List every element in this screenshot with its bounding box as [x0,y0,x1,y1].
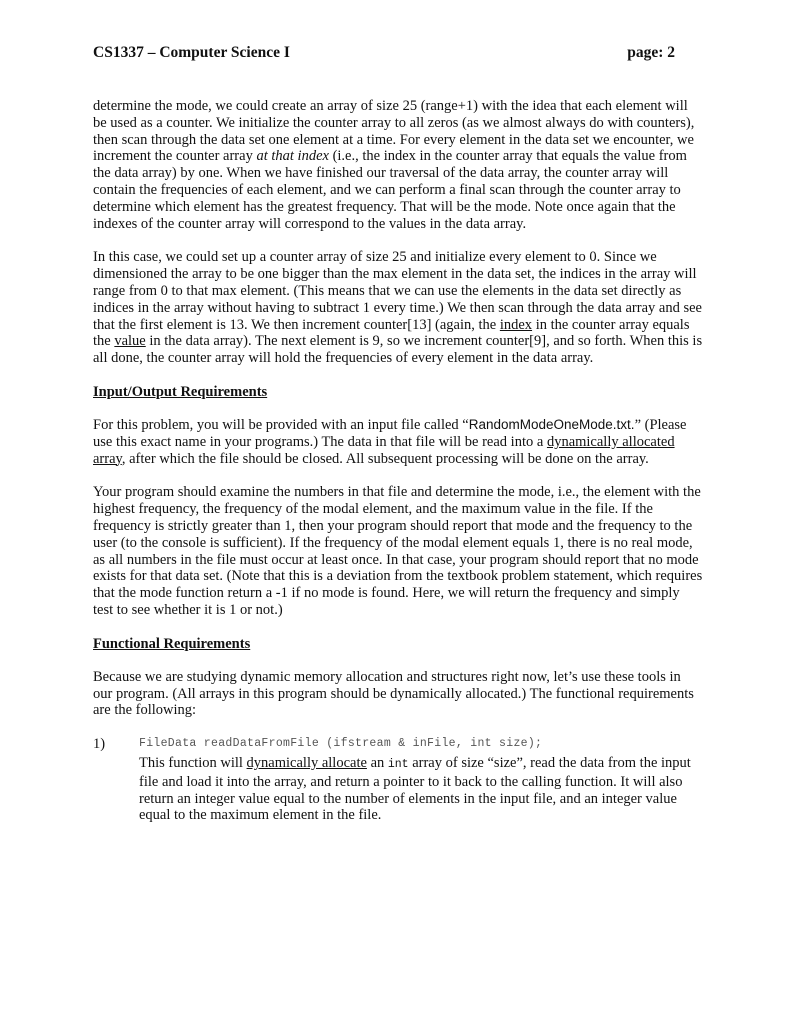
document-page [93,44,703,824]
underlined-text: index [499,316,533,333]
input-filename: RandomModeOneMode.txt. [468,416,635,432]
paragraph-functional-intro: Because we are studying dynamic memory allocation and structures right now, let’s use these tools in our program. (All arrays in this program should be dynamically allocated.) The functional requirements are the following: [93,668,694,719]
page-header [93,44,703,62]
document-body [93,98,703,824]
paragraph-mode-counter: determine the mode, we could create an array of size 25 (range+1) with the idea that each element will be used as a counter. We initialize the counter array to all zeros (as we almost always do with counters), then scan through the data set one element at a time. For every element in the data set we encounter, we increment the counter array at that index (i.e., the index in the counter array that equals the value from the data array) by one. When we have finished our traversal of the data array, the counter array will contain the frequencies of each element, and we can perform a final scan through the counter array to determine which element has the greatest frequency. That will be the mode. Note once again that the indexes of the counter array will correspond to the values in the data array. [93,98,695,232]
course-title: CS1337 – Computer Science I [93,44,290,61]
section-heading-functional: Functional Requirements [93,635,251,652]
paragraph-program-output: Your program should examine the numbers in that file and determine the mode, i.e., the element with the highest frequency, the frequency of the modal element, and the maximum value in the file. If the frequency is strictly greater than 1, then your program should report that mode and the frequency to the user (to the console is sufficient). If the frequency of the modal element equals 1, there is no real mode, as all numbers in the file must occur at least once. In that case, your program should report that no mode exists for that data set. (Note that this is a deviation from the textbook problem statement, which requires that the mode function return a -1 if no mode is found. Here, we will return the frequency and simply test to see whether it is 1 or not.) [93,484,703,618]
underlined-text: value [114,333,146,350]
function-signature: FileData readDataFromFile (ifstream & inFile, int size); [139,737,543,751]
emphasis-text: at that index [256,148,329,165]
function-description: This function will dynamically allocate an int array of size “size”, read the data from the input file and load it into the array, and return a pointer to it back to the calling function. It will also return an integer value equal to the number of elements in the input file, and an integer value equal to the maximum element in the file. [139,754,691,824]
inline-code: int [387,757,409,771]
list-item [93,736,703,824]
functional-requirements-list [93,736,703,824]
paragraph-counter-example: In this case, we could set up a counter array of size 25 and initialize every element to 0. Since we dimensioned the array to be one bigger than the max element in the data set, the indices in the array will range from 0 to that max element. (This means that we can use the elements in the data set directly as indices in the array without having to subtract 1 every time.) We then scan through the data array and see that the first element is 13. We then increment counter[13] (again, the index in the counter array equals the value in the data array). The next element is 9, so we increment counter[9], and so forth. When this is all done, the counter array will hold the frequencies of every element in the data array. [93,249,703,367]
paragraph-input-file: For this problem, you will be provided with an input file called “RandomModeOneMode.txt.” (Please use this exact name in your programs.) The data in that file will be read into a dynamically allocated array, after which the file should be closed. All subsequent processing will be done on the array. [93,416,687,467]
page-number: page: 2 [627,44,675,61]
underlined-text: dynamically allocate [246,754,367,771]
list-item-number: 1) [93,736,106,753]
section-heading-io: Input/Output Requirements [93,383,268,400]
underlined-text: dynamically allocated array [93,433,675,467]
